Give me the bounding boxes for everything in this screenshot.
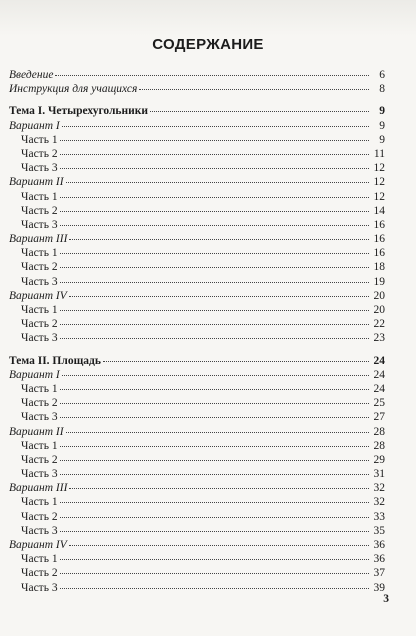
toc-entry-page: 18: [373, 261, 385, 274]
toc-entry-page: 11: [373, 147, 385, 160]
toc-part[interactable]: [9, 510, 385, 524]
toc-part[interactable]: [9, 190, 385, 204]
toc-entry-label: Часть 3: [21, 468, 58, 481]
toc-entry-page: 37: [373, 567, 385, 580]
toc-variant[interactable]: [9, 289, 385, 303]
dot-leader: [60, 267, 369, 268]
toc-entry-page: 19: [373, 275, 385, 288]
toc-entry-page: 33: [373, 510, 385, 523]
toc-entry-page: 12: [373, 162, 385, 175]
dot-leader: [60, 225, 369, 226]
toc-entry-page: 23: [373, 332, 385, 345]
dot-leader: [62, 126, 369, 127]
toc-entry-introduction[interactable]: [9, 68, 385, 82]
toc-entry-page: 20: [373, 304, 385, 316]
toc-entry-page: 32: [373, 496, 385, 509]
toc-entry-label: Инструкция для учащихся: [9, 83, 138, 96]
toc-entry-page: 16: [373, 247, 385, 260]
dot-leader: [139, 89, 369, 90]
toc-entry-label: Часть 1: [21, 439, 58, 452]
toc-entry-label: Тема I. Четырехугольники: [9, 105, 149, 118]
toc-entry-label: Часть 3: [21, 524, 58, 537]
toc-entry-page: 32: [373, 482, 385, 495]
dot-leader: [60, 197, 369, 198]
toc-entry-label: Часть 1: [21, 190, 58, 203]
toc-entry-page: 20: [373, 289, 385, 302]
toc-entry-page: 12: [373, 176, 385, 189]
toc-entry-page: 22: [373, 318, 385, 331]
toc-variant[interactable]: [9, 175, 385, 189]
toc-variant[interactable]: [9, 425, 385, 439]
dot-leader: [60, 310, 369, 311]
toc-entry-page: 39: [373, 581, 385, 594]
dot-leader: [60, 531, 369, 532]
toc-entry-page: 28: [373, 425, 385, 438]
toc-entry-label: Часть 1: [21, 496, 58, 509]
toc-entry-page: 6: [379, 69, 385, 81]
toc-entry-page: 24: [373, 382, 385, 395]
previous-page-bleed: [0, 0, 416, 36]
toc-entry-label: Часть 1: [21, 382, 58, 395]
dot-leader: [69, 296, 369, 297]
table-of-contents: [9, 68, 385, 595]
dot-leader: [60, 253, 369, 254]
toc-part[interactable]: [9, 453, 385, 467]
toc-part[interactable]: [9, 303, 385, 317]
toc-variant[interactable]: [9, 368, 385, 382]
toc-entry-page: 14: [373, 204, 385, 217]
toc-part[interactable]: [9, 133, 385, 147]
toc-entry-page: 27: [373, 411, 385, 424]
dot-leader: [60, 460, 369, 461]
toc-topic-1[interactable]: [9, 104, 385, 118]
dot-leader: [69, 239, 369, 240]
dot-leader: [60, 573, 369, 574]
toc-entry-page: 31: [373, 468, 385, 481]
dot-leader: [60, 338, 369, 339]
dot-leader: [60, 559, 369, 560]
toc-entry-page: 36: [373, 553, 385, 566]
toc-entry-label: Часть 3: [21, 162, 58, 175]
dot-leader: [60, 417, 369, 418]
toc-entry-label: Часть 1: [21, 133, 58, 146]
toc-part[interactable]: [9, 552, 385, 566]
page-number: 3: [383, 593, 389, 605]
toc-part[interactable]: [9, 566, 385, 580]
toc-part[interactable]: [9, 246, 385, 260]
toc-entry-page: 16: [373, 218, 385, 231]
dot-leader: [60, 324, 369, 325]
toc-part[interactable]: [9, 204, 385, 218]
toc-part[interactable]: [9, 467, 385, 481]
dot-leader: [60, 140, 369, 141]
toc-entry-label: Часть 3: [21, 581, 58, 594]
dot-leader: [60, 446, 369, 447]
dot-leader: [69, 545, 369, 546]
toc-part[interactable]: [9, 331, 385, 345]
toc-entry-label: Часть 2: [21, 510, 58, 523]
dot-leader: [60, 403, 369, 404]
toc-entry-page: 9: [379, 105, 385, 118]
toc-entry-page: 16: [373, 233, 385, 246]
toc-entry-label: Часть 1: [21, 553, 58, 566]
toc-entry-label: Часть 3: [21, 411, 58, 424]
toc-part[interactable]: [9, 524, 385, 538]
dot-leader: [60, 474, 369, 475]
toc-entry-label: Часть 2: [21, 318, 58, 331]
dot-leader: [66, 182, 369, 183]
toc-entry-label: Вариант III: [9, 482, 68, 495]
toc-entry-label: Вариант II: [9, 176, 64, 189]
toc-part[interactable]: [9, 275, 385, 289]
dot-leader: [60, 282, 369, 283]
toc-entry-label: Часть 1: [21, 247, 58, 260]
toc-part[interactable]: [9, 260, 385, 274]
toc-entry-page: 24: [373, 354, 385, 367]
toc-entry-label: Часть 3: [21, 332, 58, 345]
dot-leader: [55, 75, 369, 76]
toc-part[interactable]: [9, 581, 385, 595]
toc-part[interactable]: [9, 317, 385, 331]
toc-entry-page: 29: [373, 453, 385, 466]
toc-entry-instructions[interactable]: [9, 82, 385, 96]
toc-entry-page: 36: [373, 539, 385, 551]
toc-part[interactable]: [9, 147, 385, 161]
dot-leader: [60, 154, 369, 155]
dot-leader: [66, 432, 369, 433]
toc-part[interactable]: [9, 218, 385, 232]
dot-leader: [103, 361, 369, 362]
toc-entry-page: 9: [379, 119, 385, 132]
toc-entry-label: Часть 2: [21, 453, 58, 466]
toc-entry-label: Часть 2: [21, 147, 58, 160]
toc-entry-label: Часть 3: [21, 218, 58, 231]
toc-entry-page: 9: [379, 133, 385, 146]
toc-entry-label: Вариант II: [9, 425, 64, 438]
toc-entry-label: Часть 2: [21, 397, 58, 410]
toc-variant[interactable]: [9, 119, 385, 133]
toc-entry-label: Вариант IV: [9, 539, 67, 551]
toc-entry-label: Вариант I: [9, 368, 60, 381]
toc-part[interactable]: [9, 161, 385, 175]
toc-part[interactable]: [9, 495, 385, 509]
dot-leader: [150, 111, 369, 112]
dot-leader: [69, 488, 369, 489]
toc-entry-label: Вариант IV: [9, 289, 67, 302]
toc-entry-page: 24: [373, 368, 385, 381]
dot-leader: [60, 389, 369, 390]
toc-part[interactable]: [9, 410, 385, 424]
toc-variant[interactable]: [9, 232, 385, 246]
toc-variant[interactable]: [9, 481, 385, 495]
toc-part[interactable]: [9, 396, 385, 410]
toc-entry-page: 25: [373, 397, 385, 410]
toc-topic-2[interactable]: [9, 354, 385, 368]
toc-entry-label: Тема II. Площадь: [9, 354, 101, 367]
toc-entry-label: Часть 1: [21, 304, 58, 316]
toc-entry-label: Часть 3: [21, 275, 58, 288]
toc-entry-page: 12: [373, 190, 385, 203]
toc-part[interactable]: [9, 439, 385, 453]
dot-leader: [60, 517, 369, 518]
dot-leader: [62, 375, 369, 376]
dot-leader: [60, 168, 369, 169]
toc-entry-page: 35: [373, 524, 385, 537]
toc-variant[interactable]: [9, 538, 385, 552]
toc-part[interactable]: [9, 382, 385, 396]
page-title: СОДЕРЖАНИЕ: [152, 36, 264, 53]
toc-entry-label: Часть 2: [21, 261, 58, 274]
toc-entry-label: Вариант I: [9, 119, 60, 132]
toc-entry-label: Часть 2: [21, 567, 58, 580]
toc-entry-label: Введение: [9, 69, 54, 81]
toc-entry-label: Вариант III: [9, 233, 68, 246]
dot-leader: [60, 211, 369, 212]
toc-entry-label: Часть 2: [21, 204, 58, 217]
dot-leader: [60, 588, 369, 589]
toc-entry-page: 28: [373, 439, 385, 452]
dot-leader: [60, 502, 369, 503]
toc-entry-page: 8: [379, 83, 385, 96]
